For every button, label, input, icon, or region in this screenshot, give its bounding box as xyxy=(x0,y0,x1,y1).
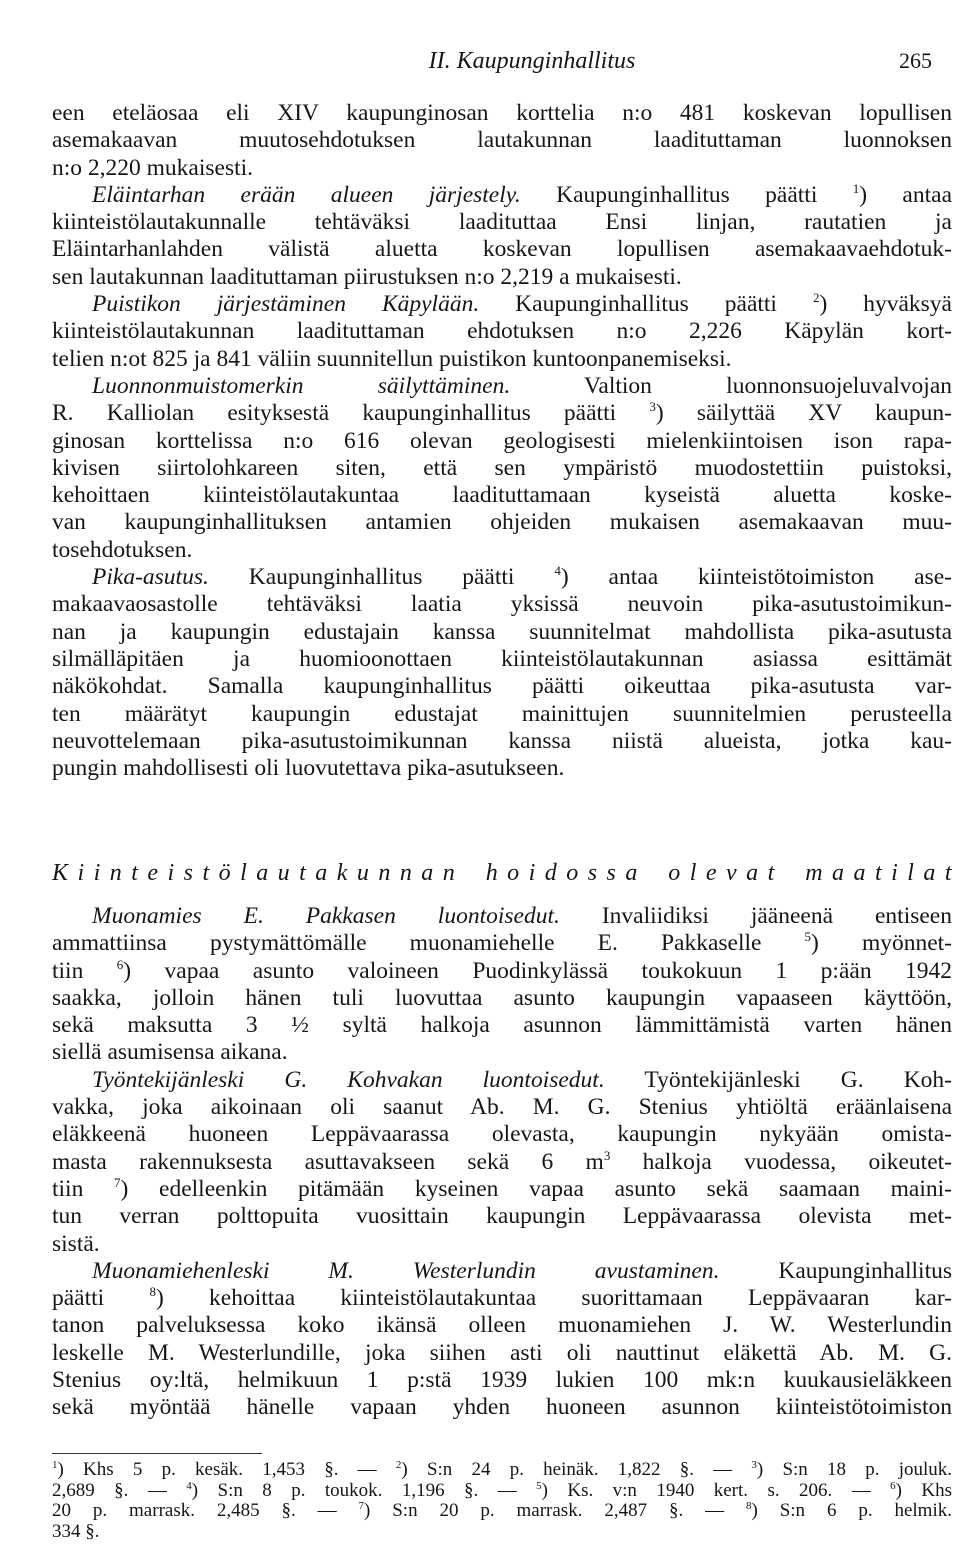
heading-letter: o xyxy=(566,860,579,886)
heading-letter: t xyxy=(202,860,210,886)
footnote-line: $^1$) Khs 5 p. kesäk. 1,453 §. — $^2$) S:n 24 p. heinäk. 1,822 §. — $^3$) S:n 18 p. jouluk. xyxy=(52,1459,952,1480)
heading-letter: o xyxy=(668,860,681,886)
running-head xyxy=(52,44,932,78)
heading-letter: h xyxy=(485,860,498,886)
text-line: ginosan korttelissa n:o 616 olevan geologisesti mielenkiintoisen ison rapa- xyxy=(52,427,952,454)
text-line: tiin $^7$) edelleenkin pitämään kyseinen vapaa asunto sekä saamaan maini- xyxy=(52,1174,952,1202)
paragraph-first-line xyxy=(52,291,952,318)
text-line: näkökohdat. Samalla kaupunginhallitus päätti oikeuttaa pika-asutusta var- xyxy=(52,673,952,700)
text-line: telien n:ot 825 ja 841 väliin suunnitellun puistikon kuntoonpanemiseksi. xyxy=(52,345,732,372)
heading-word-gap xyxy=(464,856,476,890)
text-line: vakka, joka aikoinaan oli saanut Ab. M. G. Stenius yhtiöltä eräänlaisena xyxy=(52,1094,952,1121)
heading-letter: o xyxy=(507,860,520,886)
text-line: van kaupunginhallituksen antamien ohjeiden mukaisen asemakaavan muu- xyxy=(52,509,952,536)
heading-letter: i xyxy=(528,860,536,886)
heading-letter: n xyxy=(378,860,391,886)
heading-letter: v xyxy=(726,860,737,886)
text-run: Kaupunginhallitus xyxy=(778,1257,952,1284)
text-line: päätti $^8$) kehoittaa kiinteistölautakuntaa suorittamaan Leppävaaran kar- xyxy=(52,1284,952,1312)
heading-letter: l xyxy=(689,860,697,886)
footnote-line: 334 §. xyxy=(52,1520,100,1542)
heading-letter: s xyxy=(183,860,193,886)
heading-letter: d xyxy=(544,860,557,886)
heading-letter: i xyxy=(167,860,175,886)
paragraph-title: Työntekijänleski G. Kohvakan luontoisedut. xyxy=(92,1066,605,1093)
heading-letter: a xyxy=(315,860,328,886)
footnote-line: 20 p. marrask. 2,485 §. — $^7$) S:n 20 p. marrask. 2,487 §. — $^8$) S:n 6 p. helmik. xyxy=(52,1500,952,1521)
text-line: pungin mahdollisesti oli luovutettava pika-asutukseen. xyxy=(52,755,565,782)
heading-letter: s xyxy=(606,860,616,886)
text-line: eläkkeenä huoneen Leppävaarassa olevasta, kaupungin nykyään omista- xyxy=(52,1121,952,1148)
heading-letter: t xyxy=(944,860,952,886)
text-line: sistä. xyxy=(52,1230,100,1257)
heading-letter: i xyxy=(93,860,101,886)
heading-letter: n xyxy=(109,860,122,886)
text-run: Valtion luonnonsuojeluvalvojan xyxy=(584,372,952,399)
text-line: leskelle M. Westerlundille, joka siihen asti oli nauttinut eläkettä Ab. M. G. xyxy=(52,1339,952,1366)
text-run: Kaupunginhallitus päätti $^4$) antaa kiinteistötoimiston ase- xyxy=(248,563,952,591)
footnote-line: 2,689 §. — $^4$) S:n 8 p. toukok. 1,196 §. — $^5$) Ks. v:n 1940 kert. s. 206. — $^6$) Khs xyxy=(52,1479,952,1501)
text-line: silmälläpitäen ja huomioonottaen kiinteistölautakunnan asiassa esittämät xyxy=(52,645,952,672)
text-line: tiin $^6$) vapaa asunto valoineen Puodinkylässä toukokuun 1 p:ään 1942 xyxy=(52,956,952,984)
paragraph-title: Pika-asutus. xyxy=(92,564,209,591)
heading-letter: n xyxy=(442,860,455,886)
text-line: n:o 2,220 mukaisesti. xyxy=(52,154,254,181)
heading-letter: t xyxy=(767,860,775,886)
heading-letter: k xyxy=(336,860,348,886)
footnote-rule xyxy=(52,1453,262,1454)
heading-letter: t xyxy=(874,860,882,886)
heading-letter: l xyxy=(240,860,247,886)
text-line: siellä asumisensa aikana. xyxy=(52,1039,288,1066)
text-line: ammattiinsa pystymättömälle muonamiehelle E. Pakkaselle $^5$) myönnet- xyxy=(52,929,953,957)
heading-letter: t xyxy=(299,860,306,886)
heading-word-gap xyxy=(784,856,796,890)
text-run: Kaupunginhallitus päätti $^1$) antaa xyxy=(556,180,953,208)
text-line: tanon palveluksessa koko ikänsä olleen muonamiehen J. W. Westerlundin xyxy=(52,1312,952,1339)
text-line: masta rakennuksesta asuttavakseen sekä 6 $m^3$ halkoja vuodessa, oikeutet- xyxy=(52,1147,952,1175)
text-line: Stenius oy:ltä, helmikuun 1 p:stä 1939 lukien 100 mk:n kuukausieläkkeen xyxy=(52,1367,952,1394)
heading-letter: a xyxy=(923,860,936,886)
text-line: ten määrätyt kaupungin edustajat mainittujen suunnitelmien perusteella xyxy=(52,700,952,727)
heading-letter: l xyxy=(907,860,914,886)
paragraph-first-line xyxy=(52,1258,952,1285)
heading-letter: m xyxy=(805,860,823,886)
text-line: kivisen siirtolohkareen siten, että sen ympäristö muodostettiin puistoksi, xyxy=(52,454,952,481)
paragraph-first-line xyxy=(52,182,952,209)
text-run: Invaliidiksi jääneenä entiseen xyxy=(601,903,952,929)
text-line: saakka, jolloin hänen tuli luovuttaa asunto kaupungin vapaaseen käyttöön, xyxy=(52,984,952,1011)
paragraph-title: Puistikon järjestäminen Käpylään. xyxy=(92,291,480,318)
page-number: 265 xyxy=(899,48,932,73)
heading-letter: i xyxy=(77,860,85,886)
heading-letter: i xyxy=(891,860,898,886)
text-line: tosehdotuksen. xyxy=(52,536,193,563)
heading-letter: a xyxy=(625,860,638,886)
text-line: nan ja kaupungin edustajain kanssa suunnitelmat mahdollista pika-asutusta xyxy=(52,618,952,645)
heading-letter: K xyxy=(52,860,69,886)
text-line: sekä myöntää hänelle vapaan yhden huoneen asunnon kiinteistötoimiston xyxy=(52,1394,952,1421)
heading-letter: ö xyxy=(218,860,231,886)
text-line: tun verran polttopuita vuosittain kaupungin Leppävaarassa olevista met- xyxy=(52,1203,952,1230)
text-line: een eteläosaa eli XIV kaupunginosan korttelia n:o 481 koskevan lopullisen xyxy=(52,100,952,126)
body-text-lower xyxy=(52,903,952,1422)
paragraph-first-line xyxy=(52,1067,952,1094)
footnotes xyxy=(52,1460,952,1542)
running-head-title: II. Kaupunginhallitus xyxy=(428,48,636,74)
heading-letter: a xyxy=(256,860,269,886)
heading-letter: e xyxy=(147,860,159,886)
paragraph-title: Muonamies E. Pakkasen luontoisedut. xyxy=(92,903,560,929)
heading-letter: a xyxy=(853,860,866,886)
text-line: kiinteistölautakunnalle tehtäväksi laadituttaa Ensi linjan, rautatien ja xyxy=(52,209,952,236)
text-line: kehoittaen kiinteistölautakuntaa laadituttamaan kyseistä aluetta koske- xyxy=(52,482,952,509)
text-line: kiinteistölautakunnan laadituttaman ehdotuksen n:o 2,226 Käpylän kort- xyxy=(52,318,952,345)
heading-letter: n xyxy=(399,860,412,886)
text-run: Työntekijänleski G. Koh- xyxy=(644,1066,952,1093)
heading-letter: u xyxy=(277,860,290,886)
body-text-upper xyxy=(52,100,952,782)
text-line: sen lautakunnan laadituttaman piirustuksen n:o 2,219 a mukaisesti. xyxy=(52,263,682,290)
paragraph-first-line xyxy=(52,564,952,591)
heading-letter: t xyxy=(131,860,138,886)
text-run: Kaupunginhallitus päätti $^2$) hyväksyä xyxy=(515,290,952,318)
text-line: neuvottelemaan pika-asutustoimikunnan kanssa niistä alueista, jotka kau- xyxy=(52,727,952,754)
heading-letter: a xyxy=(832,860,845,886)
text-line: asemakaavan muutosehdotuksen lautakunnan laadituttaman luonnoksen xyxy=(52,127,952,154)
text-line: sekä maksutta 3 ½ syltä halkoja asunnon lämmittämistä varten hänen xyxy=(52,1012,952,1039)
heading-letter: a xyxy=(746,860,759,886)
heading-word-gap xyxy=(647,856,659,890)
heading-letter: e xyxy=(705,860,717,886)
paragraph-title: Eläintarhan erään alueen järjestely. xyxy=(92,181,521,208)
paragraph-first-line xyxy=(52,373,952,400)
paragraph-title: Luonnonmuistomerkin säilyttäminen. xyxy=(92,372,511,399)
section-heading xyxy=(52,856,952,890)
paragraph-first-line xyxy=(52,903,952,930)
text-line: R. Kalliolan esityksestä kaupunginhallitus päätti $^3$) säilyttää XV kaupun- xyxy=(52,399,952,427)
heading-letter: a xyxy=(421,860,434,886)
heading-letter: u xyxy=(356,860,369,886)
paragraph-title: Muonamiehenleski M. Westerlundin avustaminen. xyxy=(92,1257,720,1284)
text-line: Eläintarhanlahden välistä aluetta koskevan lopullisen asemakaavaehdotuk- xyxy=(52,236,952,263)
text-line: makaavaosastolle tehtäväksi laatia yksissä neuvoin pika-asutustoimikun- xyxy=(52,591,952,618)
heading-letter: s xyxy=(587,860,598,886)
